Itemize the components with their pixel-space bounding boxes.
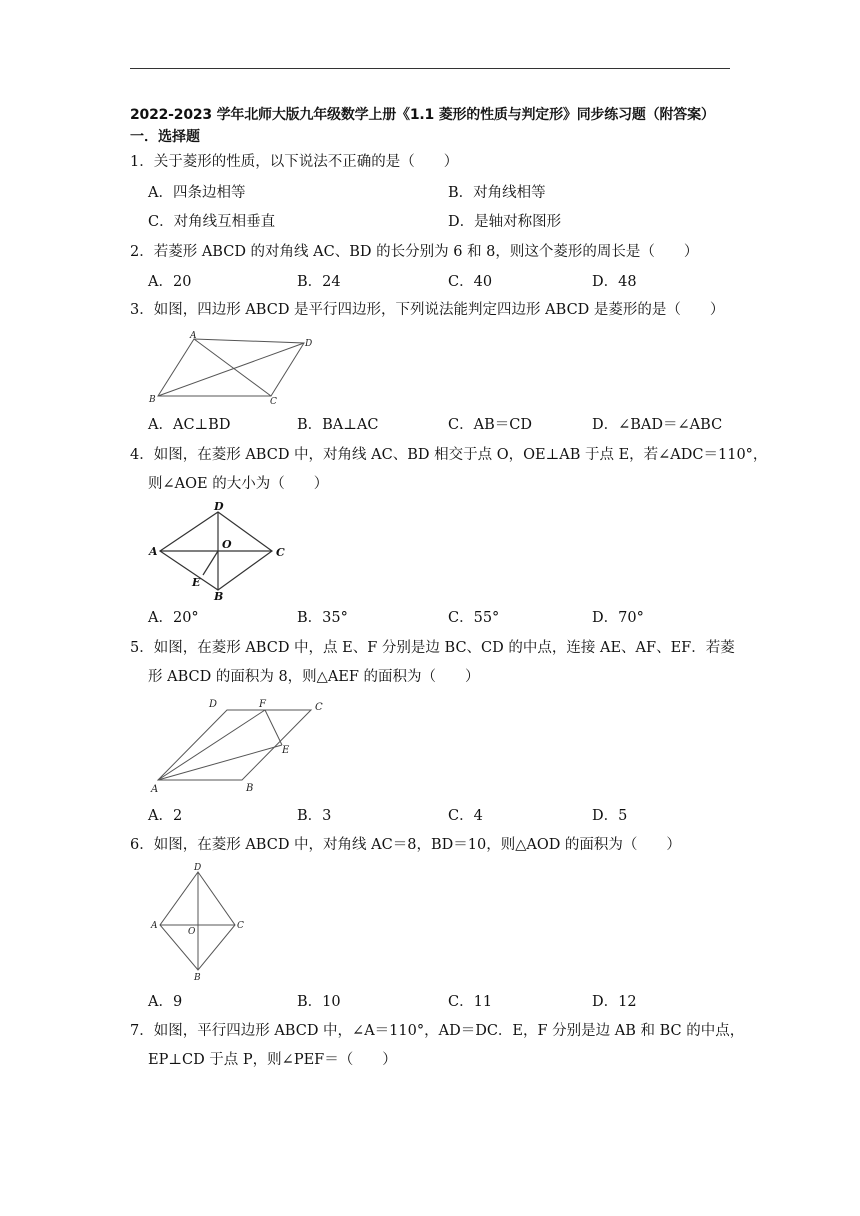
question-2-option-a: A．20: [148, 274, 192, 290]
question-4-option-d: D．70°: [592, 610, 644, 626]
question-5-figure-rhombus: [148, 695, 338, 795]
question-1-text: 1．关于菱形的性质，以下说法不正确的是（ ）: [130, 154, 459, 170]
question-3-figure-parallelogram: [148, 330, 318, 408]
question-4-option-b: B．35°: [297, 610, 348, 626]
q4-label-o: O: [222, 538, 232, 551]
q6-label-o: O: [188, 927, 196, 937]
q5-label-a: A: [151, 784, 159, 795]
question-2-option-c: C．40: [448, 274, 493, 290]
q4-label-b: B: [214, 590, 224, 603]
question-6-option-c: C．11: [448, 994, 493, 1010]
q5-label-e: E: [282, 745, 290, 756]
q5-label-c: C: [315, 702, 323, 713]
question-7-text-line2: EP⊥CD 于点 P，则∠PEF＝（ ）: [148, 1052, 397, 1068]
section-heading: 一．选择题: [130, 129, 200, 145]
question-3-option-b: B．BA⊥AC: [297, 417, 379, 433]
question-1-option-c: C．对角线互相垂直: [148, 214, 276, 230]
question-7-text-line1: 7．如图，平行四边形 ABCD 中，∠A＝110°，AD＝DC．E，F 分别是边 AB 和 BC 的中点，: [130, 1023, 745, 1039]
q5-label-d: D: [209, 699, 218, 710]
question-5-text-line2: 形 ABCD 的面积为 8，则△AEF 的面积为（ ）: [148, 669, 480, 685]
question-4-option-c: C．55°: [448, 610, 500, 626]
q6-label-a: A: [151, 921, 158, 931]
question-3-text: 3．如图，四边形 ABCD 是平行四边形，下列说法能判定四边形 ABCD 是菱形的是（ ）: [130, 302, 725, 318]
q3-label-b: B: [149, 395, 156, 405]
question-6-option-b: B．10: [297, 994, 341, 1010]
question-1-option-b: B．对角线相等: [448, 185, 546, 201]
question-3-option-d: D．∠BAD＝∠ABC: [592, 417, 723, 433]
q6-label-d: D: [194, 863, 202, 873]
question-5-option-c: C．4: [448, 808, 483, 824]
question-4-figure-rhombus: [148, 500, 298, 602]
q6-label-b: B: [194, 973, 201, 983]
question-4-option-a: A．20°: [148, 610, 199, 626]
q6-label-c: C: [237, 921, 244, 931]
question-5-option-b: B．3: [297, 808, 332, 824]
question-1-option-d: D．是轴对称图形: [448, 214, 562, 230]
question-3-option-a: A．AC⊥BD: [148, 417, 231, 433]
q4-label-c: C: [276, 546, 285, 559]
question-5-option-a: A．2: [148, 808, 183, 824]
q4-label-d: D: [214, 500, 224, 513]
question-2-option-d: D．48: [592, 274, 637, 290]
question-2-option-b: B．24: [297, 274, 341, 290]
q5-label-f: F: [259, 699, 266, 710]
document-title: 2022-2023 学年北师大版九年级数学上册《1.1 菱形的性质与判定形》同步练习题（附答案）: [130, 107, 715, 123]
question-3-option-c: C．AB＝CD: [448, 417, 532, 433]
q5-label-b: B: [246, 783, 254, 794]
header-rule: [130, 68, 730, 69]
question-6-figure-rhombus: [148, 862, 248, 982]
q3-label-c: C: [270, 397, 277, 407]
question-4-text-line1: 4．如图，在菱形 ABCD 中，对角线 AC、BD 相交于点 O，OE⊥AB 于点 E，若∠ADC＝110°，: [130, 447, 768, 463]
q4-label-a: A: [149, 545, 158, 558]
question-6-option-a: A．9: [148, 994, 183, 1010]
question-5-option-d: D．5: [592, 808, 628, 824]
q4-label-e: E: [192, 576, 201, 589]
question-6-option-d: D．12: [592, 994, 637, 1010]
question-5-text-line1: 5．如图，在菱形 ABCD 中，点 E、F 分别是边 BC、CD 的中点，连接 AE、AF、EF．若菱: [130, 640, 735, 656]
question-4-text-line2: 则∠AOE 的大小为（ ）: [148, 476, 329, 492]
q3-label-d: D: [305, 339, 313, 349]
question-1-option-a: A．四条边相等: [148, 185, 246, 201]
question-2-text: 2．若菱形 ABCD 的对角线 AC、BD 的长分别为 6 和 8，则这个菱形的周长是（ ）: [130, 244, 699, 260]
q3-label-a: A: [190, 331, 197, 341]
question-6-text: 6．如图，在菱形 ABCD 中，对角线 AC＝8，BD＝10，则△AOD 的面积为（ ）: [130, 837, 681, 853]
